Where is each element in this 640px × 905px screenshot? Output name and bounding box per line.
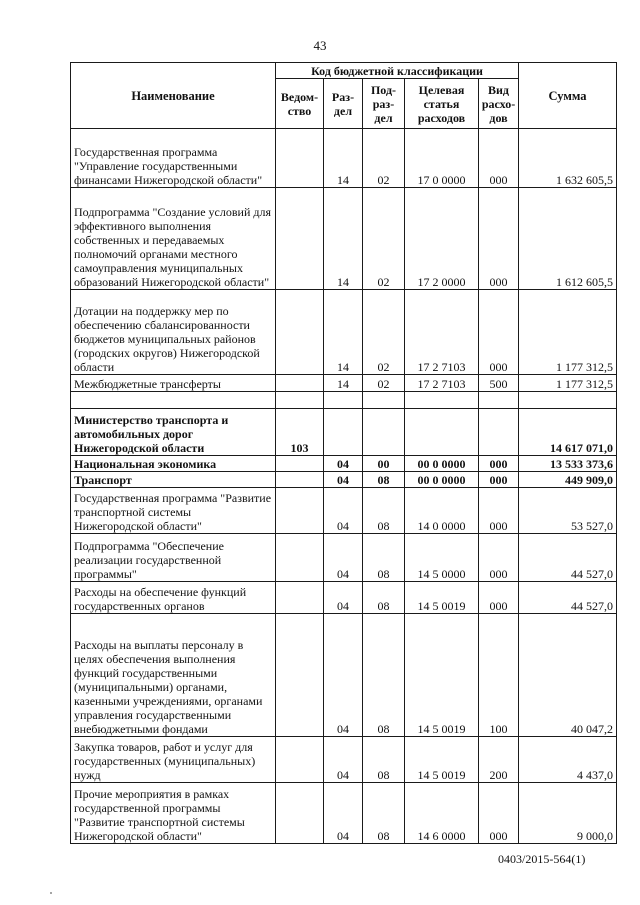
cell-vedomstvo bbox=[276, 737, 324, 783]
cell-vid bbox=[479, 409, 519, 456]
table-row bbox=[71, 375, 617, 392]
cell-celevaya: 14 5 0019 bbox=[405, 737, 479, 783]
cell-vid bbox=[479, 392, 519, 409]
cell-name: Прочие мероприятия в рамках государственной программы "Развитие транспортной системы Нижегородской области" bbox=[71, 783, 276, 844]
cell-sum: 53 527,0 bbox=[519, 488, 617, 534]
cell-sum: 14 617 071,0 bbox=[519, 409, 617, 456]
table-row bbox=[71, 534, 617, 582]
cell-vid: 000 bbox=[479, 472, 519, 488]
cell-vedomstvo bbox=[276, 456, 324, 472]
cell-celevaya: 00 0 0000 bbox=[405, 472, 479, 488]
cell-vid: 500 bbox=[479, 375, 519, 392]
cell-razdel: 04 bbox=[324, 472, 363, 488]
cell-vid: 000 bbox=[479, 456, 519, 472]
cell-name: Расходы на обеспечение функций государственных органов bbox=[71, 582, 276, 614]
cell-vid: 000 bbox=[479, 290, 519, 375]
cell-razdel: 14 bbox=[324, 375, 363, 392]
table-row bbox=[71, 737, 617, 783]
cell-razdel: 14 bbox=[324, 290, 363, 375]
table-row bbox=[71, 456, 617, 472]
cell-sum: 1 632 605,5 bbox=[519, 129, 617, 188]
cell-vid: 000 bbox=[479, 534, 519, 582]
cell-podrazdel bbox=[363, 392, 405, 409]
cell-name: Национальная экономика bbox=[71, 456, 276, 472]
cell-vid: 000 bbox=[479, 488, 519, 534]
header-vid: Вид расхо-дов bbox=[479, 79, 519, 129]
cell-sum: 44 527,0 bbox=[519, 582, 617, 614]
table-row bbox=[71, 488, 617, 534]
cell-name: Подпрограмма "Обеспечение реализации государственной программы" bbox=[71, 534, 276, 582]
cell-vedomstvo bbox=[276, 783, 324, 844]
cell-vid: 200 bbox=[479, 737, 519, 783]
cell-celevaya: 14 5 0000 bbox=[405, 534, 479, 582]
cell-celevaya: 14 5 0019 bbox=[405, 614, 479, 737]
budget-table bbox=[70, 62, 617, 844]
cell-razdel: 04 bbox=[324, 582, 363, 614]
cell-celevaya: 14 5 0019 bbox=[405, 582, 479, 614]
header-celevaya: Целевая статья расходов bbox=[405, 79, 479, 129]
cell-sum: 449 909,0 bbox=[519, 472, 617, 488]
cell-celevaya: 17 2 7103 bbox=[405, 290, 479, 375]
header-classification-group: Код бюджетной классификации bbox=[276, 63, 519, 79]
table-body bbox=[71, 129, 617, 844]
cell-sum: 13 533 373,6 bbox=[519, 456, 617, 472]
cell-celevaya: 14 0 0000 bbox=[405, 488, 479, 534]
table-row bbox=[71, 392, 617, 409]
header-podrazdel: Под-раз-дел bbox=[363, 79, 405, 129]
cell-sum: 40 047,2 bbox=[519, 614, 617, 737]
cell-podrazdel: 08 bbox=[363, 614, 405, 737]
cell-razdel: 04 bbox=[324, 614, 363, 737]
cell-razdel bbox=[324, 409, 363, 456]
table-row bbox=[71, 290, 617, 375]
cell-razdel: 14 bbox=[324, 129, 363, 188]
document-code: 0403/2015-564(1) bbox=[498, 852, 586, 866]
cell-celevaya: 17 0 0000 bbox=[405, 129, 479, 188]
cell-podrazdel: 02 bbox=[363, 290, 405, 375]
table-row bbox=[71, 472, 617, 488]
cell-vedomstvo bbox=[276, 290, 324, 375]
cell-celevaya bbox=[405, 392, 479, 409]
cell-celevaya: 14 6 0000 bbox=[405, 783, 479, 844]
cell-podrazdel: 08 bbox=[363, 582, 405, 614]
cell-name: Министерство транспорта и автомобильных дорог Нижегородской области bbox=[71, 409, 276, 456]
cell-vedomstvo bbox=[276, 472, 324, 488]
cell-vedomstvo bbox=[276, 534, 324, 582]
cell-name: Подпрограмма "Создание условий для эффективного выполнения собственных и передаваемых полномочий органами местного самоуправления муниципальных образований Нижегородской области" bbox=[71, 188, 276, 290]
cell-celevaya bbox=[405, 409, 479, 456]
cell-vedomstvo bbox=[276, 488, 324, 534]
cell-razdel: 04 bbox=[324, 456, 363, 472]
cell-vid: 000 bbox=[479, 129, 519, 188]
cell-name: Государственная программа "Управление государственными финансами Нижегородской области" bbox=[71, 129, 276, 188]
cell-sum: 1 612 605,5 bbox=[519, 188, 617, 290]
cell-name: Дотации на поддержку мер по обеспечению сбалансированности бюджетов муниципальных районов (городских округов) Нижегородской области bbox=[71, 290, 276, 375]
cell-razdel: 04 bbox=[324, 534, 363, 582]
header-name: Наименование bbox=[71, 63, 276, 129]
cell-celevaya: 17 2 0000 bbox=[405, 188, 479, 290]
cell-razdel bbox=[324, 392, 363, 409]
cell-razdel: 04 bbox=[324, 488, 363, 534]
header-vedomstvo: Ведом-ство bbox=[276, 79, 324, 129]
cell-celevaya: 17 2 7103 bbox=[405, 375, 479, 392]
cell-vedomstvo bbox=[276, 392, 324, 409]
cell-vedomstvo bbox=[276, 375, 324, 392]
cell-vid: 000 bbox=[479, 783, 519, 844]
header-razdel: Раз-дел bbox=[324, 79, 363, 129]
table-row bbox=[71, 188, 617, 290]
cell-vid: 000 bbox=[479, 188, 519, 290]
cell-podrazdel: 08 bbox=[363, 488, 405, 534]
table-row bbox=[71, 582, 617, 614]
cell-podrazdel: 00 bbox=[363, 456, 405, 472]
cell-podrazdel bbox=[363, 409, 405, 456]
cell-sum: 44 527,0 bbox=[519, 534, 617, 582]
cell-podrazdel: 08 bbox=[363, 737, 405, 783]
cell-razdel: 04 bbox=[324, 737, 363, 783]
cell-podrazdel: 08 bbox=[363, 783, 405, 844]
cell-celevaya: 00 0 0000 bbox=[405, 456, 479, 472]
cell-sum: 1 177 312,5 bbox=[519, 375, 617, 392]
cell-sum: 1 177 312,5 bbox=[519, 290, 617, 375]
table-row bbox=[71, 409, 617, 456]
cell-podrazdel: 02 bbox=[363, 375, 405, 392]
cell-vedomstvo bbox=[276, 582, 324, 614]
cell-vedomstvo bbox=[276, 129, 324, 188]
cell-sum: 9 000,0 bbox=[519, 783, 617, 844]
cell-sum bbox=[519, 392, 617, 409]
cell-podrazdel: 08 bbox=[363, 472, 405, 488]
cell-name: Расходы на выплаты персоналу в целях обеспечения выполнения функций государственными (муниципальными) органами, казенными учреждениями, органами управления государственными внебюджетными фондами bbox=[71, 614, 276, 737]
table-row bbox=[71, 129, 617, 188]
cell-podrazdel: 02 bbox=[363, 188, 405, 290]
cell-name: Закупка товаров, работ и услуг для государственных (муниципальных) нужд bbox=[71, 737, 276, 783]
cell-vedomstvo bbox=[276, 188, 324, 290]
cell-vedomstvo: 103 bbox=[276, 409, 324, 456]
cell-vid: 000 bbox=[479, 582, 519, 614]
table-row bbox=[71, 783, 617, 844]
cell-name bbox=[71, 392, 276, 409]
cell-podrazdel: 02 bbox=[363, 129, 405, 188]
header-sum: Сумма bbox=[519, 63, 617, 129]
cell-name: Государственная программа "Развитие транспортной системы Нижегородской области" bbox=[71, 488, 276, 534]
cell-razdel: 04 bbox=[324, 783, 363, 844]
cell-razdel: 14 bbox=[324, 188, 363, 290]
scan-artifact-dot bbox=[50, 892, 52, 894]
cell-vid: 100 bbox=[479, 614, 519, 737]
cell-vedomstvo bbox=[276, 614, 324, 737]
table-row bbox=[71, 614, 617, 737]
cell-name: Межбюджетные трансферты bbox=[71, 375, 276, 392]
cell-name: Транспорт bbox=[71, 472, 276, 488]
cell-podrazdel: 08 bbox=[363, 534, 405, 582]
cell-sum: 4 437,0 bbox=[519, 737, 617, 783]
page-number: 43 bbox=[313, 38, 327, 53]
